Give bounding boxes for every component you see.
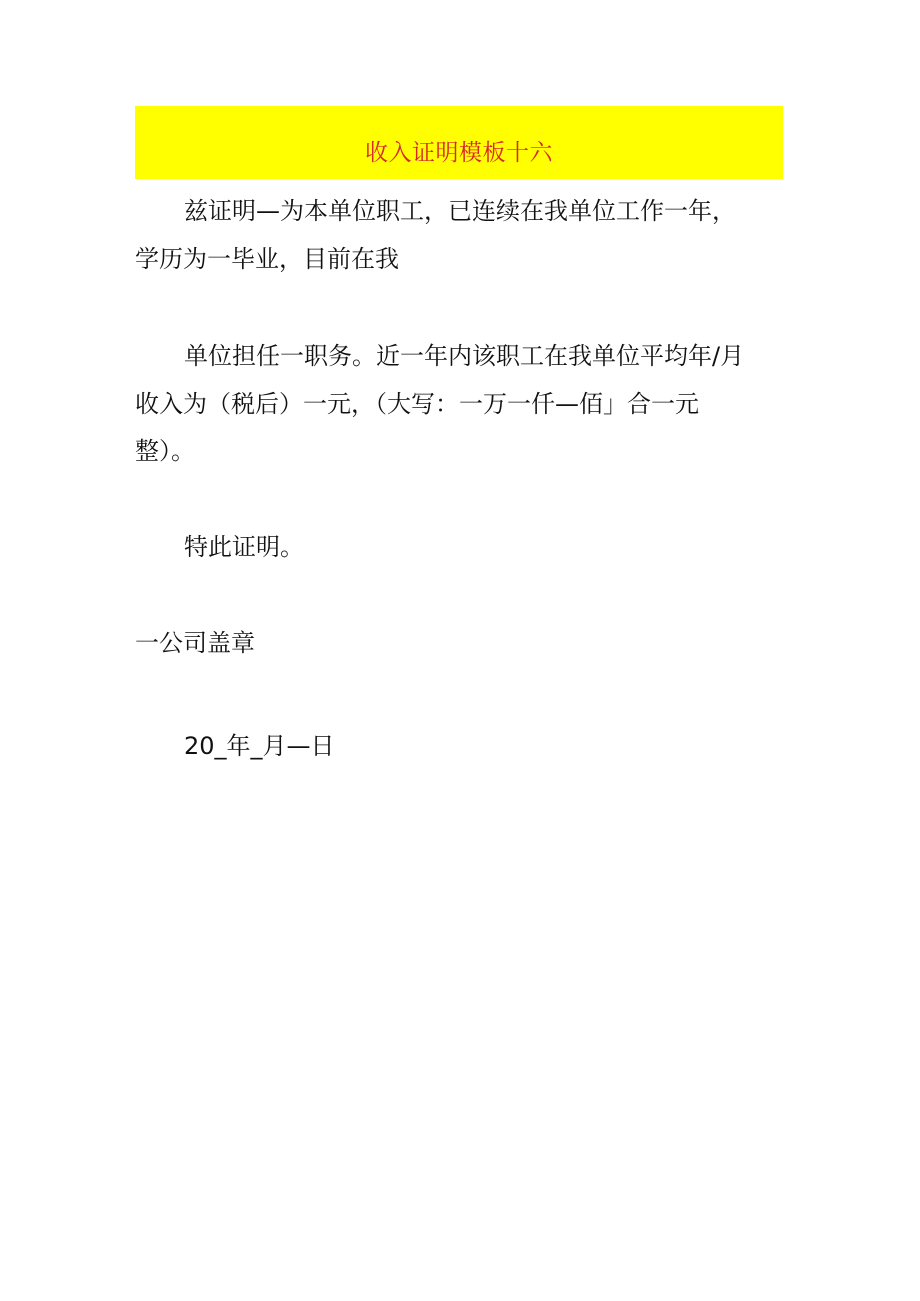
paragraph2-line2: 收入为（税后）一元，（大写：一万一仟—佰」合一元 xyxy=(135,390,699,418)
title-banner xyxy=(135,106,783,179)
document-title: 收入证明模板十六 xyxy=(365,140,553,166)
paragraph2-line3: 整）。 xyxy=(135,437,195,465)
paragraph1-line1: 兹证明—为本单位职工，已连续在我单位工作一年， xyxy=(184,197,736,225)
closing-statement: 特此证明。 xyxy=(184,533,304,561)
paragraph1-line2: 学历为一毕业，目前在我 xyxy=(135,245,399,273)
paragraph2-line1: 单位担任一职务。近一年内该职工在我单位平均年/月 xyxy=(184,342,745,370)
company-seal-line: 一公司盖章 xyxy=(135,629,255,657)
date-line: 20_年_月—日 xyxy=(184,732,335,760)
